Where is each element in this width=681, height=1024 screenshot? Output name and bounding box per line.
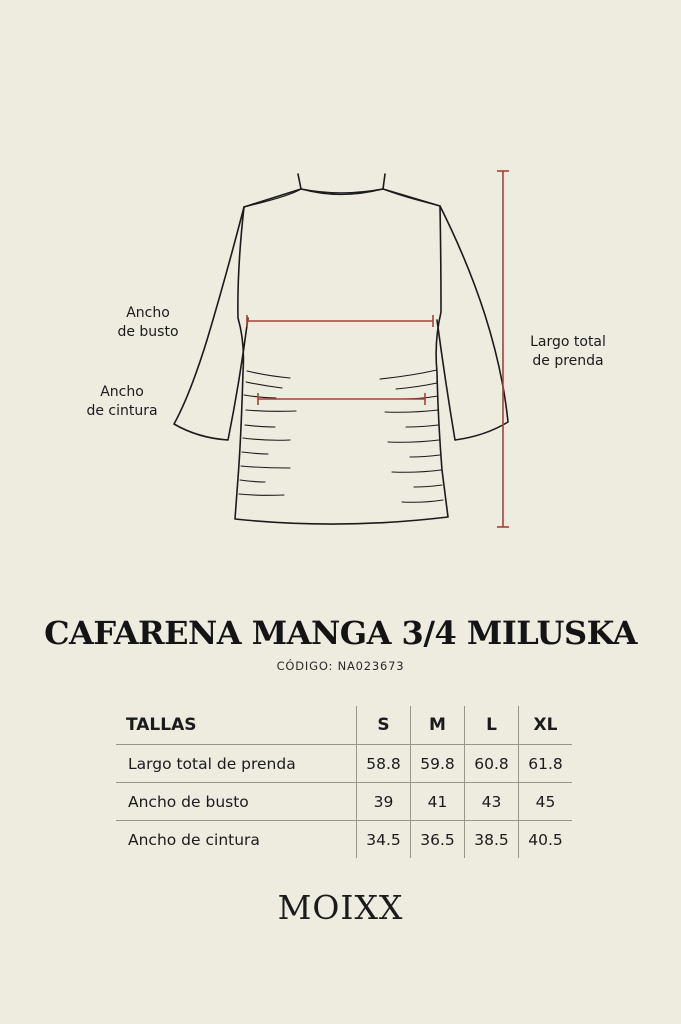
- size-table-header: [116, 706, 572, 745]
- size-table: [116, 706, 572, 858]
- waist-label: Ancho de cintura: [86, 384, 158, 419]
- table-cell: 41: [411, 783, 465, 821]
- left-side-outline: [235, 189, 448, 524]
- row-label: Ancho de cintura: [116, 821, 357, 859]
- product-code: CÓDIGO: NA023673: [276, 659, 405, 673]
- header-size-m: M: [411, 706, 465, 745]
- right-sleeve-outline: [437, 206, 508, 440]
- table-row: [116, 783, 572, 821]
- row-label: Largo total de prenda: [116, 745, 357, 783]
- header-tallas: TALLAS: [126, 715, 197, 735]
- table-cell: 34.5: [357, 821, 411, 859]
- header-size-l: L: [465, 706, 519, 745]
- collar-outline: [298, 174, 385, 193]
- table-cell: 60.8: [465, 745, 519, 783]
- table-cell: 39: [357, 783, 411, 821]
- length-label: Largo total de prenda: [530, 334, 606, 369]
- table-cell: 61.8: [519, 745, 573, 783]
- table-row: [116, 821, 572, 859]
- table-cell: 59.8: [411, 745, 465, 783]
- product-title: CAFARENA MANGA 3/4 MILUSKA: [44, 614, 637, 652]
- table-cell: 43: [465, 783, 519, 821]
- table-cell: 45: [519, 783, 573, 821]
- brand-logo: MOIXX: [277, 888, 404, 927]
- table-cell: 58.8: [357, 745, 411, 783]
- table-cell: 38.5: [465, 821, 519, 859]
- table-row: [116, 745, 572, 783]
- header-size-s: S: [357, 706, 411, 745]
- header-size-xl: XL: [519, 706, 573, 745]
- table-cell: 40.5: [519, 821, 573, 859]
- bust-label: Ancho de busto: [117, 305, 179, 340]
- table-cell: 36.5: [411, 821, 465, 859]
- row-label: Ancho de busto: [116, 783, 357, 821]
